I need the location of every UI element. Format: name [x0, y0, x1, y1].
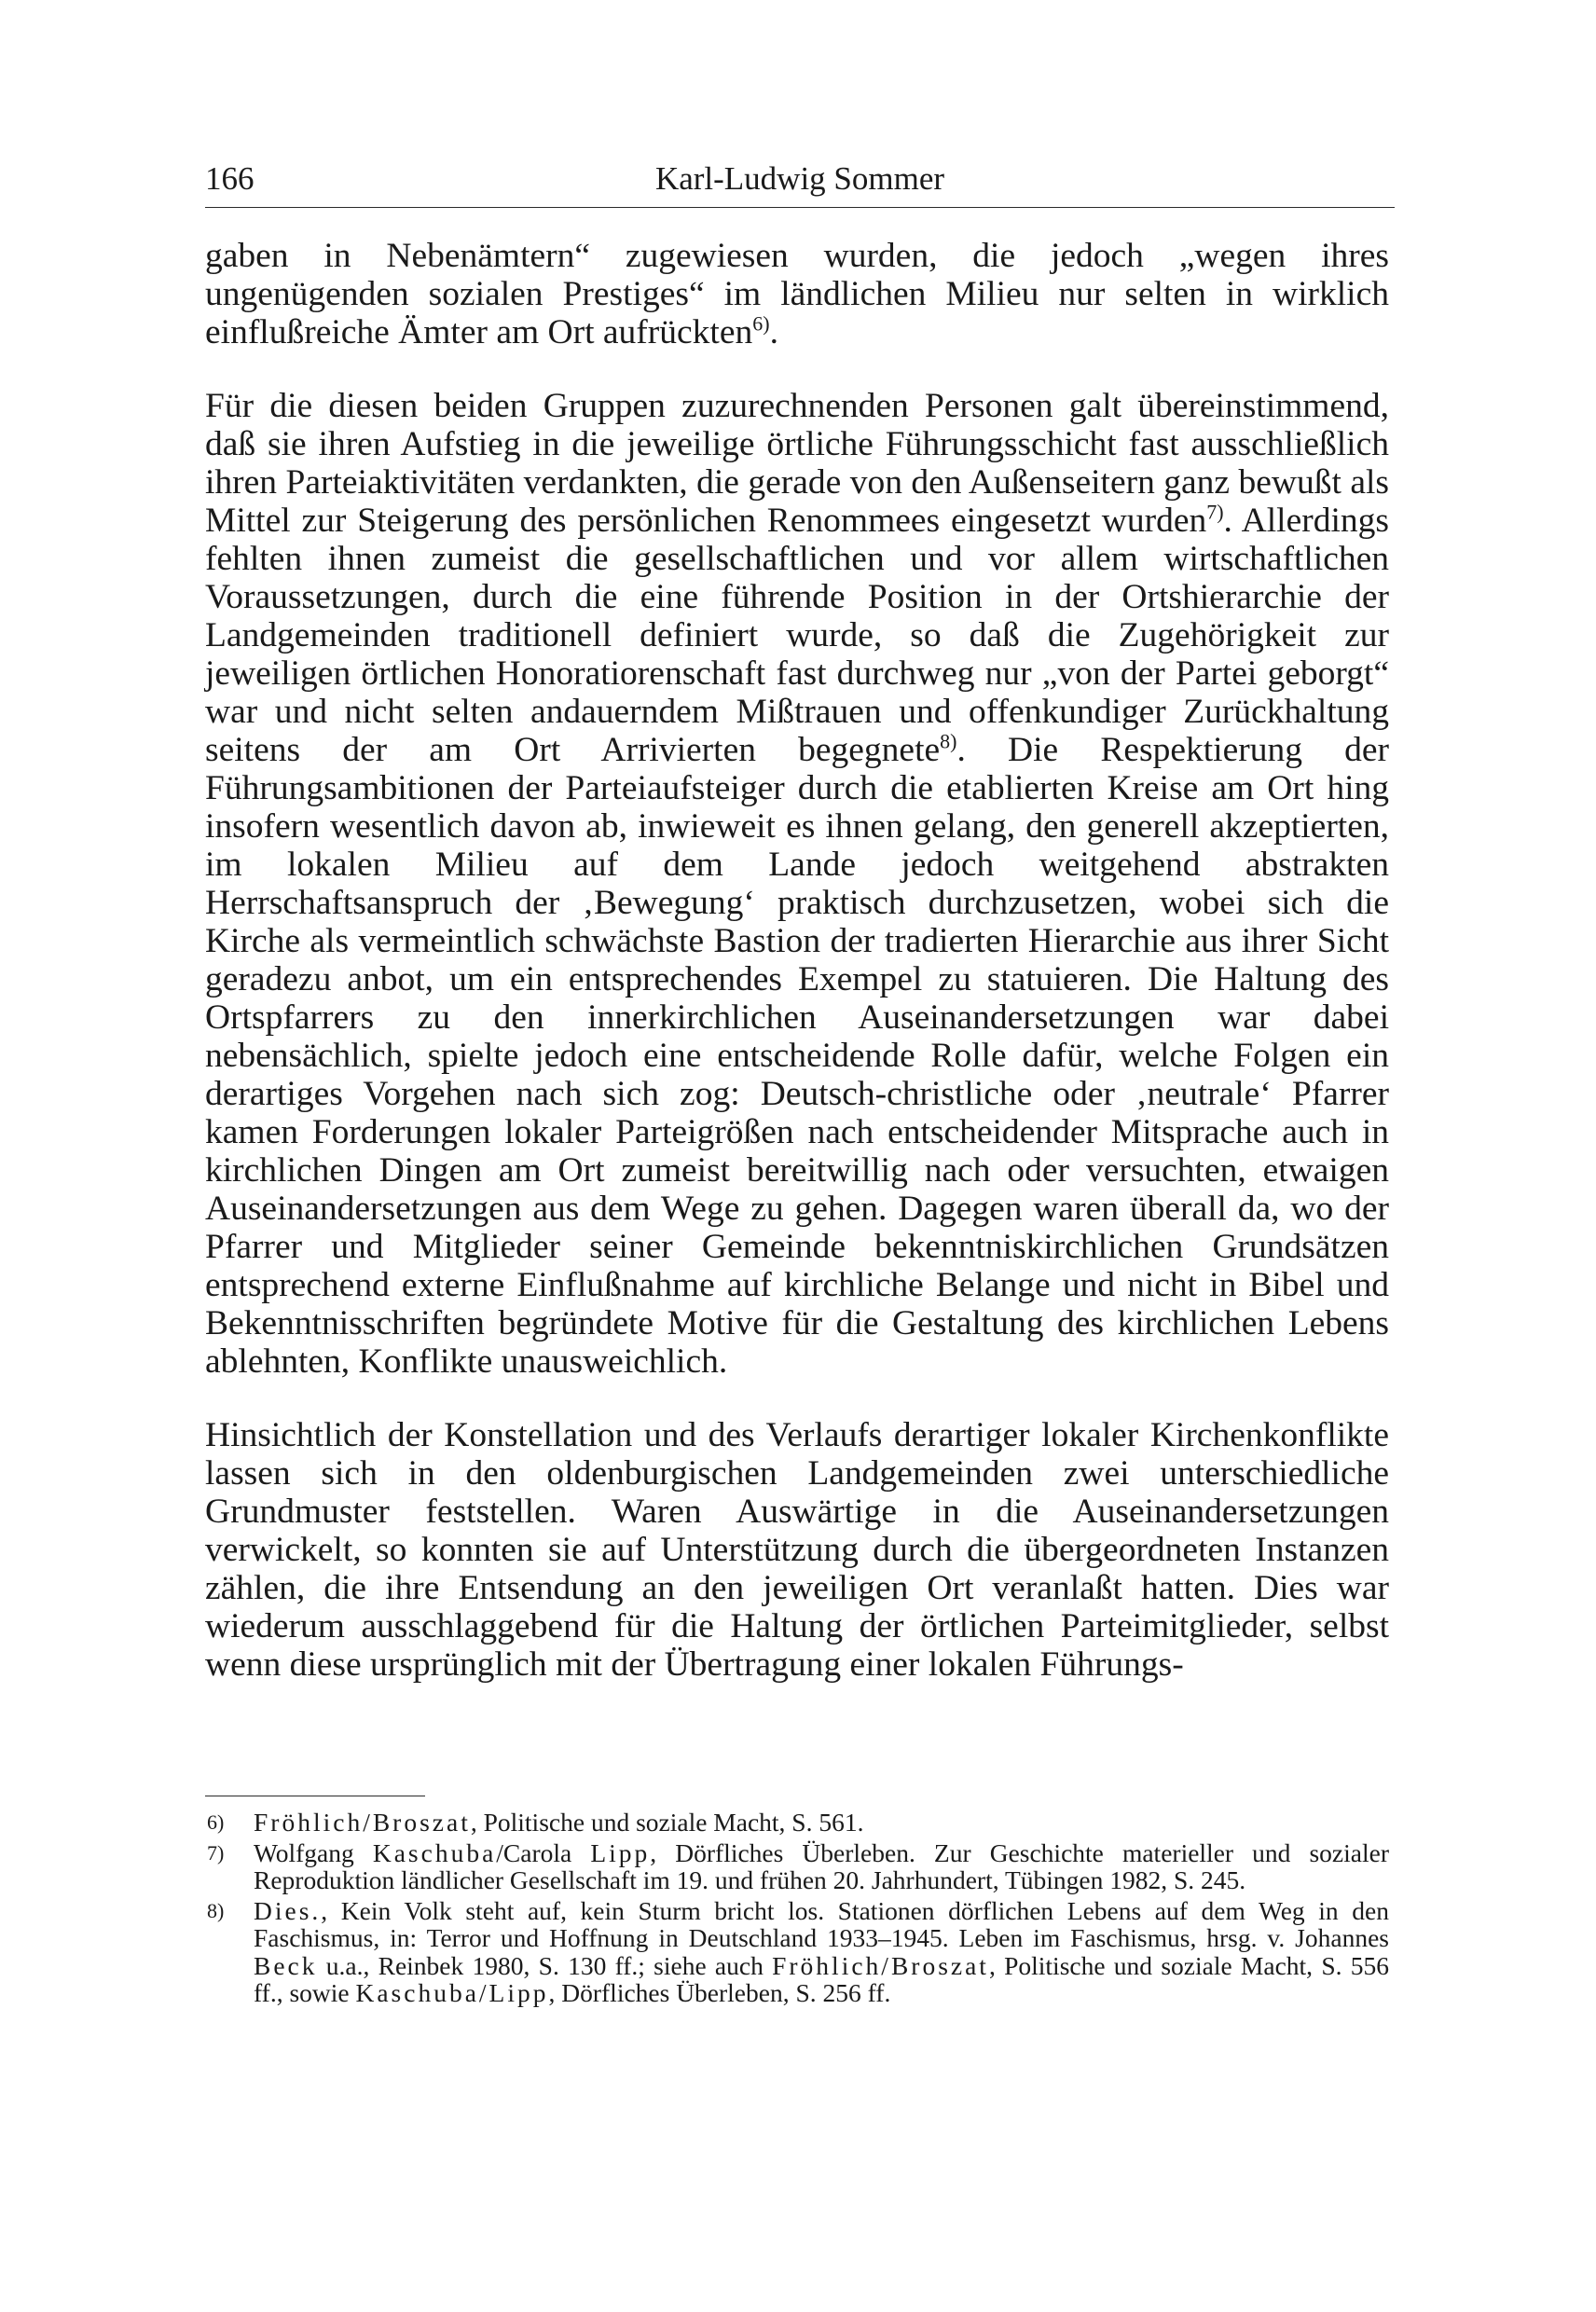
footnotes — [205, 1809, 1389, 2010]
paragraph-2-part-1: Für die diesen beiden Gruppen zuzurechnenden Personen galt übereinstimmend, daß sie ihren Aufstieg in die jeweilige örtliche Führungsschicht fast ausschließlich ihren Parteiaktivitäten verdankten, die gerade von den Außenseitern ganz bewußt als Mittel zur Steigerung des persönlichen Renommees eingesetzt wurden — [205, 387, 1389, 540]
footnote-author: Fröhlich/Broszat — [772, 1950, 989, 1980]
footnote-text: , Politische und soziale Macht, S. 561. — [470, 1808, 864, 1837]
footnote-ref-6: 6) — [752, 311, 770, 336]
footnote-author: Fröhlich/Broszat — [254, 1808, 471, 1837]
footnote-author: Kaschuba/Lipp — [355, 1978, 549, 2007]
footnote-text: Wolfgang — [254, 1837, 373, 1867]
paragraph-2-part-2: . Allerdings fehlten ihnen zumeist die gesellschaftlichen und vor allem wirtschaftlichen Voraussetzungen, durch die eine führende Position in der Ortshierarchie der Landgemeinden traditionell definiert wurde, so daß die Zugehörigkeit zur jeweiligen örtlichen Honoratiorenschaft fast durchweg nur „von der Partei geborgt“ war und nicht selten andauerndem Mißtrauen und offenkundiger Zurückhaltung seitens der am Ort Arrivierten begegnete — [205, 502, 1389, 769]
footnote-8 — [205, 1897, 1389, 2007]
body-text — [205, 237, 1389, 1684]
footnote-text: , Dörfliches Überleben, S. 256 ff. — [548, 1978, 891, 2007]
footnote-text: , Dörfliches Überleben. Zur Geschichte materieller und sozialer Reproduktion ländlicher Gesellschaft im 19. und frühen 20. Jahrhundert, Tübingen 1982, S. 245. — [254, 1837, 1389, 1894]
footnote-author: Dies. — [254, 1895, 322, 1925]
footnote-marker: 8) — [207, 1898, 225, 1922]
paragraph-2 — [205, 387, 1389, 1381]
footnote-text: u.a., Reinbek 1980, S. 130 ff.; siehe auch — [317, 1950, 773, 1980]
paragraph-1-end: . — [769, 313, 778, 351]
footnote-text: , Kein Volk steht auf, kein Sturm bricht los. Stationen dörflichen Lebens auf dem Weg in den Faschismus, in: Terror und Hoffnung in Deutschland 1933–1945. Leben im Faschismus, hrsg. v. Johannes — [254, 1895, 1389, 1952]
paragraph-3 — [205, 1416, 1389, 1684]
footnote-author: Lipp — [590, 1837, 651, 1867]
footnote-text: , Politische und soziale Macht, S. 556 ff., sowie — [254, 1950, 1389, 2007]
footnote-ref-7: 7) — [1206, 500, 1224, 524]
page-number: 166 — [205, 160, 255, 197]
running-title: Karl-Ludwig Sommer — [654, 160, 945, 197]
footnote-author: Kaschuba — [372, 1837, 497, 1867]
footnote-7 — [205, 1839, 1389, 1894]
paragraph-1-text: gaben in Nebenämtern“ zugewiesen wurden, die jedoch „wegen ihres ungenügenden sozialen Prestiges“ im ländlichen Milieu nur selten in wirklich einflußreiche Ämter am Ort aufrückten — [205, 237, 1389, 351]
paragraph-3-text: Hinsichtlich der Konstellation und des Verlaufs derartiger lokaler Kirchenkonflikte lassen sich in den oldenburgischen Landgemeinden zwei unterschiedliche Grundmuster feststellen. Waren Auswärtige in die Auseinandersetzungen verwickelt, so konnten sie auf Unterstützung durch die übergeordneten Instanzen zählen, die ihre Entsendung an den jeweiligen Ort veranlaßt hatten. Dies war wiederum ausschlaggebend für die Haltung der örtlichen Parteimitglieder, selbst wenn diese ursprünglich mit der Übertragung einer lokalen Führungs- — [205, 1416, 1389, 1684]
header-rule — [205, 207, 1395, 208]
running-head — [205, 157, 1395, 201]
footnote-marker: 6) — [207, 1810, 225, 1834]
paragraph-1 — [205, 237, 1389, 351]
paragraph-2-part-3: . Die Respektierung der Führungsambitionen der Parteiaufsteiger durch die etablierten Kreise am Ort hing insofern wesentlich davon ab, inwieweit es ihnen gelang, den generell akzeptierten, im lokalen Milieu auf dem Lande jedoch weitgehend abstrakten Herrschaftsanspruch der ‚Bewegung‘ praktisch durchzusetzen, wobei sich die Kirche als vermeintlich schwächste Bastion der tradierten Hierarchie aus ihrer Sicht geradezu anbot, um ein entsprechendes Exempel zu statuieren. Die Haltung des Ortspfarrers zu den innerkirchlichen Auseinandersetzungen war dabei nebensächlich, spielte jedoch eine entscheidende Rolle dafür, welche Folgen ein derartiges Vorgehen nach sich zog: Deutsch-christliche oder ‚neutrale‘ Pfarrer kamen Forderungen lokaler Parteigrößen nach entscheidender Mitsprache auch in kirchlichen Dingen am Ort zumeist bereitwillig nach oder versuchten, etwaigen Auseinandersetzungen aus dem Wege zu gehen. Dagegen waren überall da, wo der Pfarrer und Mitglieder seiner Gemeinde bekenntniskirchlichen Grundsätzen entsprechend externe Einflußnahme auf kirchliche Belange und nicht in Bibel und Bekenntnisschriften begründete Motive für die Gestaltung des kirchlichen Lebens ablehnten, Konflikte unausweichlich. — [205, 731, 1390, 1381]
footnote-ref-8: 8) — [940, 729, 957, 753]
footnote-6 — [205, 1809, 1389, 1837]
footnote-marker: 7) — [207, 1840, 225, 1865]
footnote-author: Beck — [254, 1950, 318, 1980]
footnote-text: /Carola — [496, 1837, 591, 1867]
